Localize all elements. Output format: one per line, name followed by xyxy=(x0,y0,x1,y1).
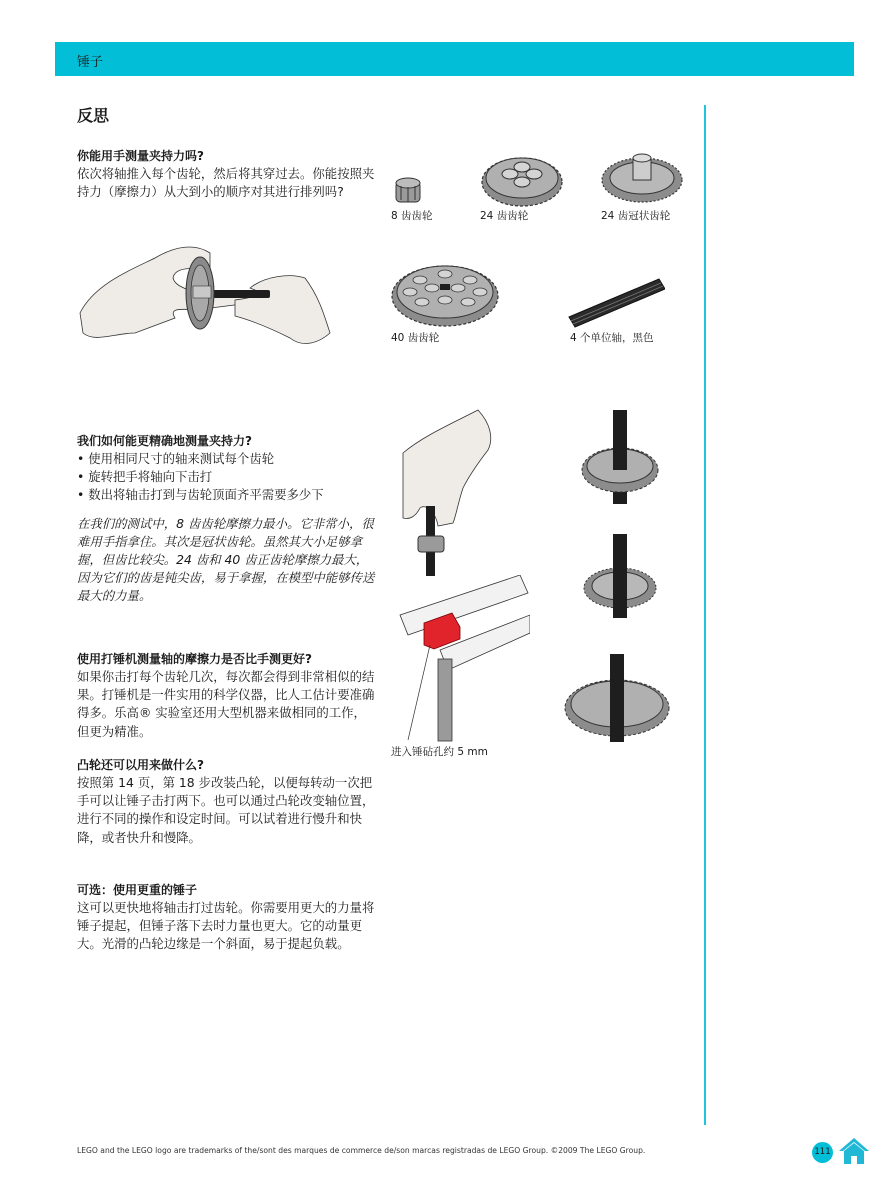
crown-gear-24-icon xyxy=(600,150,684,206)
header-title: 锤子 xyxy=(77,55,104,70)
figure-caption: 进入锤砧孔约 5 mm xyxy=(391,746,488,758)
section-cam-uses xyxy=(77,756,377,847)
axle-4-icon xyxy=(565,275,665,330)
section-body: 依次将轴推入每个齿轮，然后将其穿过去。你能按照夹持力（摩擦力）从大到小的顺序对其进行排列吗? xyxy=(77,166,375,200)
section-heavier-hammer xyxy=(77,881,377,954)
part-label: 8 齿齿轮 xyxy=(391,210,433,222)
crown-gear-on-axle-icon xyxy=(580,532,660,620)
bullet-item: • 使用相同尺寸的轴来测试每个齿轮 xyxy=(77,450,377,468)
gear-24-icon xyxy=(480,148,564,208)
page-number-badge: 111 xyxy=(812,1142,833,1163)
bullet-item: • 数出将轴击打到与齿轮顶面齐平需要多少下 xyxy=(77,486,377,504)
part-label: 24 齿冠状齿轮 xyxy=(601,210,671,222)
section-body: 这可以更快地将轴击打过齿轮。你需要用更大的力量将锤子提起，但锤子落下去时力量也更大。它的动量更大。光滑的凸轮边缘是一个斜面，易于提起负载。 xyxy=(77,900,375,952)
section-heading: 你能用手测量夹持力吗? xyxy=(77,149,204,163)
legal-footer: LEGO and the LEGO logo are trademarks of the/sont des marques de commerce de/son marcas registradas de LEGO Group. ©2009 The LEGO Group. xyxy=(77,1146,646,1155)
section-measure-precisely xyxy=(77,432,377,606)
section-hammer-vs-hand xyxy=(77,650,377,741)
gear-8-icon xyxy=(392,174,424,206)
bullet-item: • 旋转把手将轴向下击打 xyxy=(77,468,377,486)
margin-divider xyxy=(704,105,706,1125)
hand-holding-axle-illustration xyxy=(398,408,493,576)
gear-24-on-axle-icon xyxy=(580,408,660,506)
section-body: 按照第 14 页，第 18 步改装凸轮，以便每转动一次把手可以让锤子击打两下。也可以通过凸轮改变轴位置，进行不同的操作和设定时间。可以试着进行慢升和快降，或者快升和慢降。 xyxy=(77,775,375,845)
page-title: 反思 xyxy=(77,106,110,125)
section-heading: 凸轮还可以用来做什么? xyxy=(77,758,204,772)
part-label: 24 齿齿轮 xyxy=(480,210,529,222)
section-body: 如果你击打每个齿轮几次，每次都会得到非常相似的结果。打锤机是一件实用的科学仪器，比人工估计要准确得多。乐高® 实验室还用大型机器来做相同的工作，但更为精准。 xyxy=(77,669,375,739)
section-heading: 我们如何能更精确地测量夹持力? xyxy=(77,434,252,448)
section-measure-by-hand xyxy=(77,147,377,201)
gear-40-on-axle-icon xyxy=(562,652,672,744)
header-bar xyxy=(55,42,854,76)
hands-holding-gear-illustration xyxy=(75,238,365,358)
section-heading: 可选：使用更重的锤子 xyxy=(77,883,198,897)
hammer-anvil-illustration xyxy=(390,575,530,747)
part-label: 4 个单位轴，黑色 xyxy=(570,332,654,344)
test-result-text: 在我们的测试中，8 齿齿轮摩擦力最小。它非常小，很难用手指拿住。其次是冠状齿轮。虽然其大小足够拿握，但齿比较尖。24 齿和 40 齿正齿轮摩擦力最大，因为它们的齿是钝尖齿，易于拿握，在模型中能够传送最大的力量。 xyxy=(77,515,375,604)
gear-40-icon xyxy=(390,258,500,330)
home-icon[interactable] xyxy=(838,1137,870,1165)
part-label: 40 齿齿轮 xyxy=(391,332,440,344)
section-heading: 使用打锤机测量轴的摩擦力是否比手测更好? xyxy=(77,652,312,666)
bullet-list xyxy=(77,450,377,505)
